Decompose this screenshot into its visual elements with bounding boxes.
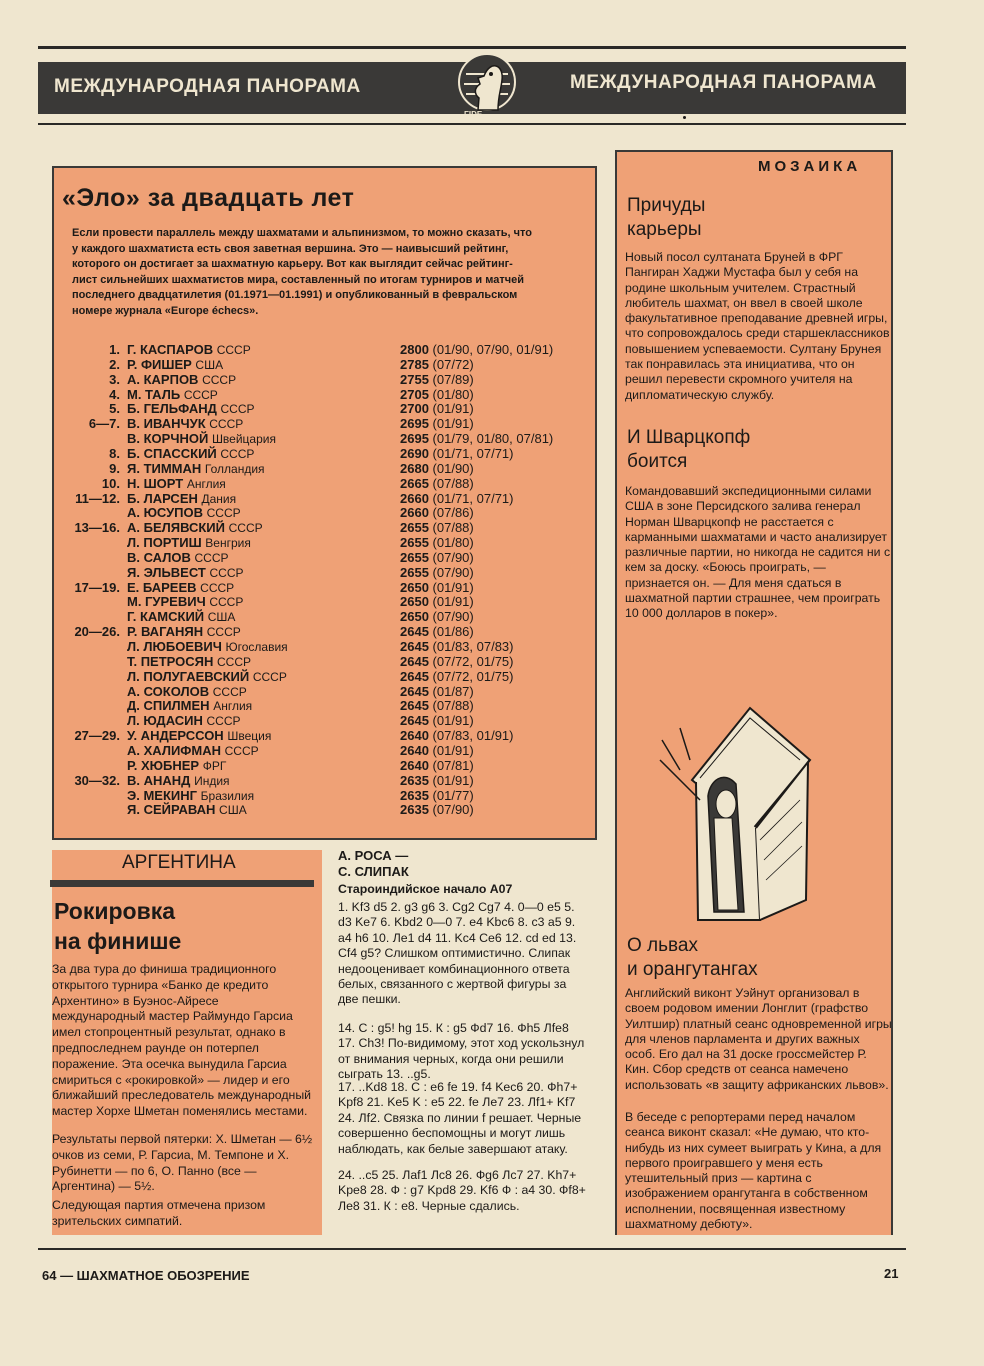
header-bottom-rule [38,123,906,125]
rating-row [0,416,600,431]
player-country: Индия [194,773,230,788]
player-country: СССР [200,580,235,595]
mosaic-text-orangutan: В беседе с репортерами перед началом сеанса виконт сказал: «Не думаю, что кто-нибудь из них сумеет выиграть у Кина, а для первого проигравшего у меня есть утешительный приз — картина с изображением орангутанга в собственном исполнении, посвященная известному шахматному дебюту». [625,1110,882,1232]
footer-page-title: 64 — ШАХМАТНОЕ ОБОЗРЕНИЕ [42,1268,250,1283]
argentina-rule [50,880,314,887]
rating-value [400,624,474,639]
rating-number: 2635 [400,787,429,803]
rating-row [0,802,600,817]
rating-player [127,594,243,609]
player-name: Т. ПЕТРОСЯН [127,653,214,669]
rating-dates: (01/91) [432,416,474,432]
argentina-country: АРГЕНТИНА [122,852,236,873]
player-name: М. ТАЛЬ [127,386,181,402]
rating-dates: (07/90) [432,549,474,565]
rating-number: 2690 [400,445,429,461]
rating-dates: (07/72, 01/75) [432,668,514,684]
rating-row [0,594,600,609]
rating-dates: (01/87) [432,683,474,699]
game-opening: Староиндийское начало A07 [338,882,513,896]
rating-value [400,565,474,580]
player-country: США [207,610,236,625]
rating-value [400,788,474,803]
rating-dates: (07/90) [432,609,474,625]
rating-row [0,624,600,639]
rating-rank: 1. [109,342,120,357]
rating-row [0,788,600,803]
section-title-right: МЕЖДУНАРОДНАЯ ПАНОРАМА [570,72,877,93]
player-country: СССР [220,446,255,461]
rating-value [400,491,514,506]
rating-value [400,431,553,446]
player-name: Б. ЛАРСЕН [127,490,198,506]
argentina-text: За два тура до финиша традиционного открытого турнира «Банко де кредито Архентино» в Буэнос-Айресе международный мастер Раймундо Гарсиа имел стопроцентный результат, однако в предпоследнем раунде он потерпел поражение. Эта осечка вынудила Гарсиа смириться с «рокировкой» — лидер и его ближайший преследователь международный мастер Хорхе Шметан поменялись местами. [52,962,312,1119]
rating-dates: (01/91) [432,594,474,610]
player-country: Англия [186,476,226,491]
rating-player [127,788,254,803]
rating-player [127,624,241,639]
rating-rank: 20—26. [74,624,120,640]
footer-page-number: 21 [884,1266,899,1281]
player-name: А. ХАЛИФМАН [127,742,221,758]
player-name: А. КАРПОВ [127,371,199,387]
player-country: Венгрия [205,536,251,551]
rating-value [400,609,474,624]
rating-value [400,505,474,520]
argentina-results: Результаты первой пятерки: Х. Шметан — 6½ очков из семи, Р. Гарсиа, М. Темпоне и Х. Рубинетти — по 6, О. Панно (все — Аргентина) — 5½. [52,1132,313,1194]
rating-rank: 3. [109,371,120,387]
rating-row [0,565,600,580]
rating-number: 2800 [400,342,429,357]
player-country: СССР [212,684,247,699]
player-name: Л. ЮДАСИН [127,713,203,729]
player-country: СССР [209,417,244,432]
rating-row [0,476,600,491]
rating-row [0,684,600,699]
player-country: США [219,803,247,818]
rating-row [0,758,600,773]
rating-number: 2755 [400,371,429,387]
player-name: У. АНДЕРССОН [127,728,224,744]
rating-row [0,550,600,565]
player-name: Я. ТИММАН [127,460,202,476]
rating-dates: (07/83, 01/91) [432,728,514,744]
rating-number: 2655 [400,520,429,536]
rating-player [127,698,252,713]
player-name: Я. ЭЛЬВЕСТ [127,564,206,580]
player-name: Л. ЛЮБОЕВИЧ [127,639,222,654]
rating-player [127,505,241,520]
rating-dates: (01/90) [432,460,474,476]
rating-player [127,609,235,624]
rating-row [0,609,600,624]
rating-player [127,476,226,491]
rating-value [400,698,474,713]
rating-value [400,639,514,654]
rating-dates: (07/88) [432,520,474,536]
rating-player [127,416,243,431]
rating-player [127,565,244,580]
rating-player [127,431,276,446]
elo-intro: Если провести параллель между шахматами и альпинизмом, то можно сказать, что у каждого шахматиста есть своя заветная вершина. Это — наивысший рейтинг, которого он достигает за шахматную карьеру. Вот как выглядит сейчас рейтинг-лист сильнейших шахматистов мира, составленный по итогам турниров и матчей последнего двадцатилетия (01.1971—01.1991) и опубликованный в февральском номере журнала «Europe échecs». [72,227,533,317]
rating-dates: (01/86) [432,624,474,640]
rating-rank: 17—19. [74,579,120,595]
rating-player [127,639,288,654]
rating-number: 2650 [400,609,429,625]
rating-row [0,580,600,595]
rating-row [0,401,600,416]
rating-value [400,401,474,416]
rating-player [127,357,223,372]
rating-player [127,535,251,550]
rating-value [400,684,474,699]
rating-row [0,505,600,520]
game-moves-3: 17. ..Kd8 18. С : e6 fe 19. f4 Kec6 20. Фh7+ Kpf8 21. Ke5 K : e5 22. fe Ле7 23. Лf1+ Kf7 24. Лf2. Связка по линии f решает. Черные совершенно беспомощны и могут лишь наблюдать, как белые завершают атаку. [338,1080,582,1156]
player-name: Л. ПОЛУГАЕВСКИЙ [127,668,250,684]
player-country: СССР [216,343,251,357]
rating-player [127,669,287,684]
player-name: А. БЕЛЯВСКИЙ [127,520,225,536]
rating-number: 2645 [400,698,429,714]
player-name: М. ГУРЕВИЧ [127,594,206,610]
rating-value [400,387,474,402]
rating-dates: (01/91) [432,772,474,788]
rating-rank: 5. [109,401,120,417]
rating-value [400,773,474,788]
player-name: А. ЮСУПОВ [127,505,203,521]
mosaic-heading-lions: О львах и орангутангах [627,935,758,980]
knight-icon [452,50,522,124]
player-name: Д. СПИЛМЕН [127,698,210,714]
rating-number: 2650 [400,579,429,595]
player-country: Швеция [227,729,272,744]
rating-number: 2695 [400,431,429,447]
rating-number: 2660 [400,490,429,506]
header-top-rule [38,46,906,49]
rating-row [0,773,600,788]
player-country: Англия [213,699,253,714]
mosaic-text-lions: Английский виконт Уэйнут организовал в своем родовом имении Лонглит (графство Уилтшир) платный сеанс одновременной игры для членов парламента и других важных особ. Его дал на 31 доске гроссмейстер Р. Кин. Сбор средств от сеанса намечено использовать «в защиту африканских львов». [625,986,892,1092]
player-name: Р. ФИШЕР [127,356,192,372]
rating-value [400,802,474,817]
rating-player [127,387,218,402]
rating-dates: (01/91) [432,742,474,758]
rating-value [400,342,553,357]
rating-row [0,535,600,550]
rating-dates: (07/90) [432,802,474,818]
game-players: А. РОСА — С. СЛИПАК [338,848,409,879]
rating-number: 2640 [400,757,429,773]
rating-dates: (07/88) [432,475,474,491]
rating-dates: (01/91) [432,579,474,595]
rating-dates: (07/90) [432,564,474,580]
player-name: Г. КАМСКИЙ [127,609,205,625]
rating-number: 2695 [400,416,429,432]
rating-player [127,773,230,788]
player-name: Б. ГЕЛЬФАНД [127,401,217,417]
rating-player [127,550,229,565]
player-country: СССР [220,402,255,417]
rating-rank: 27—29. [74,728,120,744]
fide-logo-text: FIDE [464,110,483,119]
rating-player [127,802,247,817]
rating-row [0,387,600,402]
rating-value [400,476,474,491]
rating-value [400,461,474,476]
rating-row [0,357,600,372]
rating-player [127,713,241,728]
rating-dates: (01/79, 01/80, 07/81) [432,431,554,447]
player-country: СССР [209,595,244,610]
mosaic-text-career: Новый посол султаната Бруней в ФРГ Пангиран Хаджи Мустафа был у себя на родине школьным учителем. Страстный любитель шахмат, он ввел в своей школе факультативное преподавание древней игры, что сопровождалось среди старшеклассников повышением успеваемости. Султану Брунея так понравилась эта инициатива, что он решил перевести скромного учителя на дипломатическую службу. [625,250,890,402]
rating-rank: 4. [109,386,120,402]
rating-value [400,758,474,773]
argentina-headline: Рокировка на финише [54,898,182,954]
rating-number: 2645 [400,624,429,640]
sentry-box-cartoon [640,700,860,930]
player-country: СССР [206,714,241,729]
rating-dates: (01/90, 07/90, 01/91) [432,342,554,357]
player-country: СССР [194,550,229,565]
rating-rank: 30—32. [74,772,120,788]
rating-row [0,743,600,758]
rating-dates: (01/83, 07/83) [432,639,514,654]
rating-value [400,535,474,550]
player-name: Л. ПОРТИШ [127,535,202,551]
player-name: В. КОРЧНОЙ [127,431,209,447]
rating-dates: (01/71, 07/71) [432,445,514,461]
rating-number: 2665 [400,475,429,491]
rating-value [400,728,514,743]
rating-dates: (07/89) [432,371,474,387]
rating-value [400,446,514,461]
rating-player [127,491,236,506]
rating-number: 2680 [400,460,429,476]
rating-dates: (07/88) [432,698,474,714]
player-name: Р. ХЮБНЕР [127,757,200,773]
rating-row [0,461,600,476]
rating-player [127,580,234,595]
player-country: Голландия [204,461,265,476]
mosaic-text-schwarzkopf: Командовавший экспедиционными силами США в зоне Персидского залива генерал Норман Шварцкопф не расстается с карманными шахматами и часто анализирует различные партии, но никогда не садится ни с кем за доску. «Боюсь проиграть, — признается он. — Для меня сдаться в шахматной партии страшнее, чем проиграть 10 000 долларов в покер». [625,484,891,621]
rating-dates: (07/72) [432,356,474,372]
mosaic-heading-schwarzkopf: И Шварцкопф боится [627,427,751,472]
rating-value [400,713,474,728]
player-country: ФРГ [202,758,227,773]
game-moves-2: 14. С : g5! hg 15. К : g5 Фd7 16. Фh5 Лfe8 17. Ch3! По-видимому, этот ход ускользнул от внимания черных, когда они решили сыграть 13. ..g5. [338,1021,585,1082]
rating-number: 2640 [400,742,429,758]
rating-dates: (07/72, 01/75) [432,653,514,669]
rating-number: 2705 [400,386,429,402]
rating-row [0,669,600,684]
rating-row [0,698,600,713]
player-country: Швейцария [211,432,276,447]
rating-value [400,372,474,387]
rating-dates: (01/91) [432,713,474,729]
argentina-note: Следующая партия отмечена призом зрительских симпатий. [52,1198,266,1228]
rating-number: 2655 [400,535,429,551]
rating-number: 2655 [400,564,429,580]
rating-rank: 9. [109,460,120,476]
rating-number: 2700 [400,401,429,417]
rating-value [400,669,514,684]
rating-value [400,594,474,609]
rating-number: 2645 [400,639,429,654]
player-country: СССР [217,654,252,669]
player-name: Б. СПАССКИЙ [127,445,217,461]
player-name: А. СОКОЛОВ [127,683,210,699]
rating-player [127,743,259,758]
rating-rank: 8. [109,445,120,461]
elo-title: «Эло» за двадцать лет [62,184,355,212]
rating-dates: (01/77) [432,787,474,803]
rating-number: 2655 [400,549,429,565]
game-moves-4: 24. ..c5 25. Лaf1 Лc8 26. Фg6 Лc7 27. Kh7+ Kpe8 28. Ф : g7 Kpd8 29. Kf6 Ф : a4 30. Фf8+ Лe8 31. К : e8. Черные сдались. [338,1168,586,1213]
rating-player [127,654,251,669]
rating-number: 2650 [400,594,429,610]
rating-number: 2635 [400,772,429,788]
rating-number: 2640 [400,728,429,744]
rating-row [0,713,600,728]
mosaic-heading-career: Причуды карьеры [627,195,706,240]
rating-player [127,342,251,357]
rating-dates: (07/86) [432,505,474,521]
rating-rank: 11—12. [75,490,120,506]
rating-rank: 13—16. [74,520,120,536]
player-name: Н. ШОРТ [127,475,184,491]
player-country: СССР [209,565,244,580]
rating-player [127,446,254,461]
rating-player [127,401,255,416]
section-title-left: МЕЖДУНАРОДНАЯ ПАНОРАМА [54,76,361,97]
rating-dates: (07/81) [432,757,474,773]
rating-row [0,520,600,535]
rating-dates: (01/91) [432,401,474,417]
player-country: СССР [202,372,237,387]
player-name: В. АНАНД [127,772,191,788]
rating-value [400,357,474,372]
rating-row [0,342,600,357]
mosaic-title: МОЗАИКА [758,158,862,175]
player-name: Е. БАРЕЕВ [127,579,197,595]
rating-row [0,431,600,446]
rating-rank: 6—7. [88,416,120,432]
rating-player [127,461,265,476]
player-country: СССР [252,669,287,684]
player-name: В. ИВАНЧУК [127,416,206,432]
rating-value [400,743,474,758]
rating-number: 2635 [400,802,429,818]
player-country: СССР [228,521,263,536]
rating-value [400,580,474,595]
rating-number: 2660 [400,505,429,521]
rating-player [127,520,263,535]
rating-number: 2645 [400,668,429,684]
rating-row [0,372,600,387]
rating-player [127,372,236,387]
rating-rank: 2. [109,356,120,372]
player-name: Э. МЕКИНГ [127,787,198,803]
rating-number: 2645 [400,683,429,699]
game-moves-1: 1. Kf3 d5 2. g3 g6 3. Cg2 Cg7 4. 0—0 e5 5. d3 Ke7 6. Kbd2 0—0 7. e4 Kbc6 8. c3 a5 9. a4 h6 10. Ле1 d4 11. Kc4 Ce6 12. cd ed 13. Cf4 g5? Слишком оптимистично. Слипак недооценивает комбинационного ответа белых, связанного с жертвой фигуры за две пешки. [338,900,577,1007]
player-country: СССР [183,387,218,402]
rating-number: 2645 [400,713,429,729]
player-country: СССР [206,506,241,521]
rating-rank: 10. [101,475,120,491]
footer-rule [38,1248,906,1250]
player-name: Р. ВАГАНЯН [127,624,204,640]
rating-value [400,550,474,565]
rating-row [0,728,600,743]
player-name: Я. СЕЙРАВАН [127,802,216,818]
rating-value [400,520,474,535]
rating-player [127,728,271,743]
rating-dates: (01/80) [432,535,474,551]
rating-dates: (01/71, 07/71) [432,490,514,506]
rating-row [0,446,600,461]
rating-dates: (01/80) [432,386,474,402]
rating-row [0,639,600,654]
player-country: США [195,357,224,372]
rating-value [400,654,514,669]
player-country: СССР [206,625,241,640]
rating-row [0,491,600,506]
rating-value [400,416,474,431]
player-name: Г. КАСПАРОВ [127,342,214,357]
player-country: Дания [201,491,237,506]
rating-number: 2645 [400,653,429,669]
rating-row [0,654,600,669]
print-speck [683,116,686,119]
rating-number: 2785 [400,356,429,372]
rating-player [127,758,226,773]
player-name: В. САЛОВ [127,549,191,565]
player-country: Югославия [225,640,288,654]
player-country: СССР [224,743,259,758]
rating-player [127,684,247,699]
player-country: Бразилия [200,788,255,803]
